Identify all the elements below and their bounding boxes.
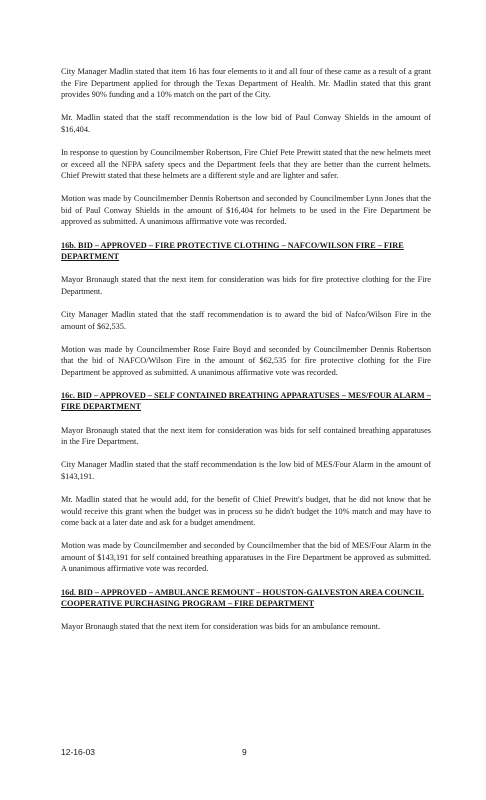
- paragraph-clothing-motion: Motion was made by Councilmember Rose Faire Boyd and seconded by Councilmember Dennis Robertson that the bid of NAFCO/Wilson Fire in the amount of $62,535 for fire protective clothing for the Fire Department be approved as submitted. A unanimous affirmative vote was recorded.: [61, 344, 431, 377]
- heading-16b: 16b. BID – APPROVED – FIRE PROTECTIVE CLOTHING – NAFCO/WILSON FIRE – FIRE DEPARTMENT: [61, 240, 404, 262]
- paragraph-scba-motion: Motion was made by Councilmember and seconded by Councilmember that the bid of MES/Four Alarm in the amount of $143,191 for self contained breathing apparatuses in the Fire Department be approved as submitted. A unanimous affirmative vote was recorded.: [61, 541, 431, 574]
- minutes-body: [61, 66, 431, 644]
- paragraph-grant-intro: City Manager Madlin stated that item 16 has four elements to it and all four of these came as a result of a grant the Fire Department applied for through the Texas Department of Health. Mr. Madlin stated that this grant provides 90% funding and a 10% match on the part of the City.: [61, 67, 431, 100]
- paragraph-scba-intro: Mayor Bronaugh stated that the next item for consideration was bids for self contained breathing apparatuses in the Fire Department.: [61, 425, 431, 447]
- paragraph-staff-recommendation-helmets: Mr. Madlin stated that the staff recommendation is the low bid of Paul Conway Shields in the amount of $16,404.: [61, 113, 431, 134]
- paragraph-scba-recommendation: City Manager Madlin stated that the staff recommendation is the low bid of MES/Four Alarm in the amount of $143,191.: [61, 460, 431, 481]
- paragraph-budget-note: Mr. Madlin stated that he would add, for the benefit of Chief Prewitt's budget, that he did not know that he would receive this grant when the budget was in process so he didn't budget the 10% match and may have to come back at a later date and ask for a budget amendment.: [61, 494, 431, 528]
- paragraph-helmet-question: In response to question by Councilmember Robertson, Fire Chief Pete Prewitt stated that the new helmets meet or exceed all the NFPA safety specs and the Department feels that they are better than the current helmets. Chief Prewitt stated that these helmets are a different style and are lighter and safer.: [61, 147, 431, 181]
- footer-date: 12-16-03: [61, 747, 96, 757]
- paragraph-ambulance-intro: Mayor Bronaugh stated that the next item for consideration was bids for an ambulance remount.: [61, 622, 381, 632]
- paragraph-helmet-motion: Motion was made by Councilmember Dennis Robertson and seconded by Councilmember Lynn Jones that the bid of Paul Conway Shields in the amount of $16,404 for helmets to be used in the Fire Department be approved as submitted. A unanimous affirmative vote was recorded.: [61, 194, 431, 227]
- heading-16d: 16d. BID – APPROVED – AMBULANCE REMOUNT – HOUSTON-GALVESTON AREA COUNCIL COOPERATIVE PURCHASING PROGRAM – FIRE DEPARTMENT: [61, 587, 424, 609]
- page-number: 9: [242, 747, 247, 757]
- paragraph-clothing-intro: Mayor Bronaugh stated that the next item for consideration was bids for fire protective clothing for the Fire Department.: [61, 275, 431, 296]
- heading-16c: 16c. BID – APPROVED – SELF CONTAINED BREATHING APPARATUSES – MES/FOUR ALARM – FIRE DEPARTMENT: [61, 390, 431, 412]
- paragraph-clothing-recommendation: City Manager Madlin stated that the staff recommendation is to award the bid of Nafco/Wilson Fire in the amount of $62,535.: [61, 309, 431, 331]
